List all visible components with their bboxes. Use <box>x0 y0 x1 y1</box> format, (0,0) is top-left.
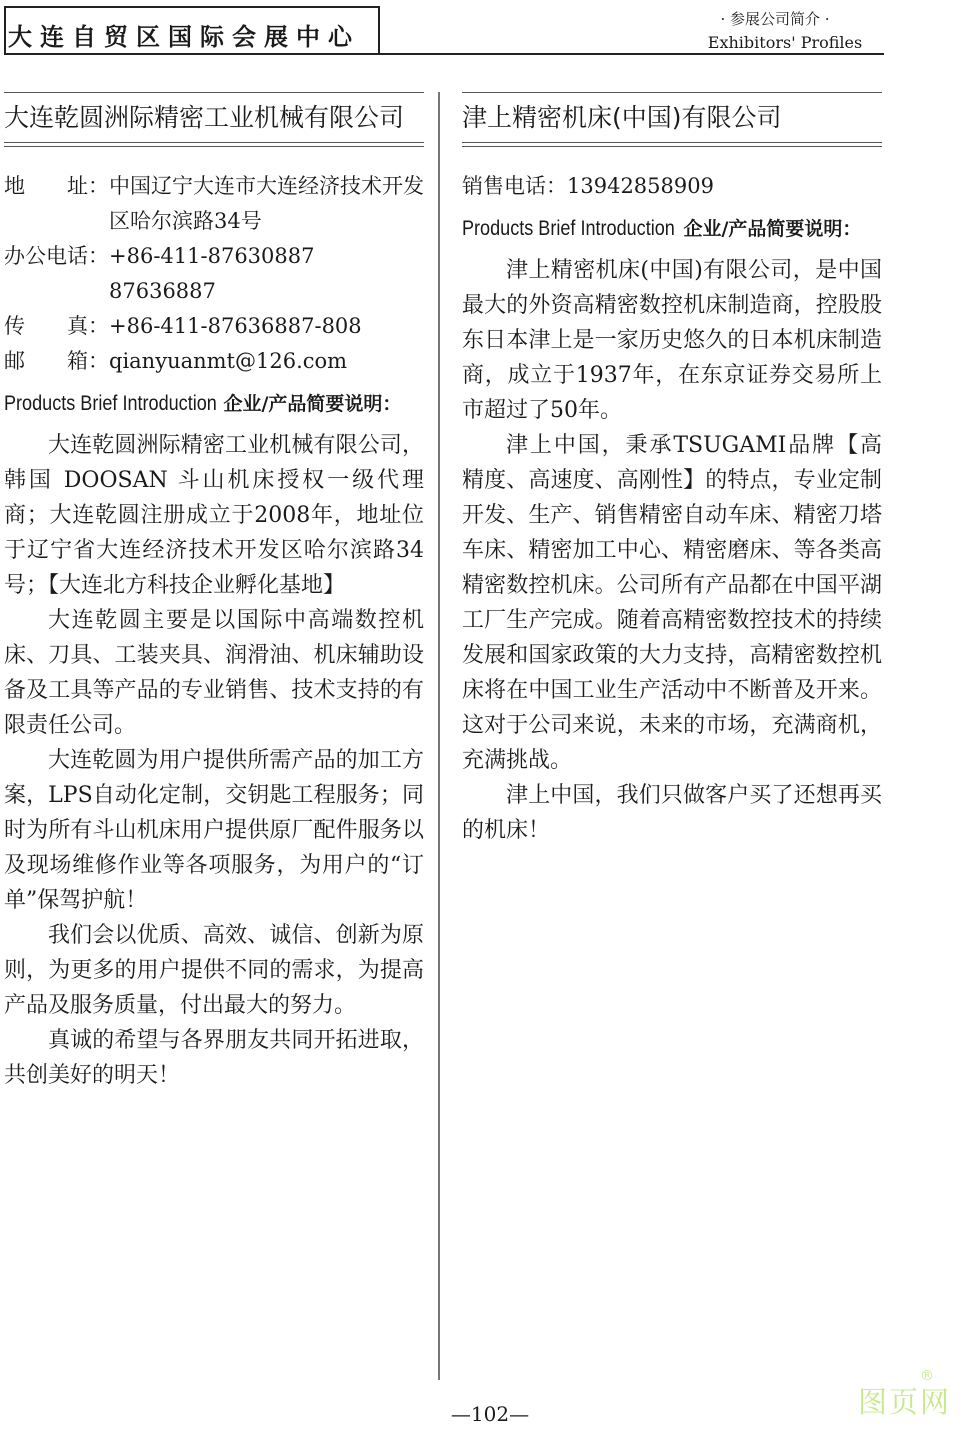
registered-mark: ® <box>920 1368 934 1384</box>
address-row <box>4 169 424 239</box>
address-label: 地 址： <box>4 174 109 198</box>
intro-heading <box>4 387 424 422</box>
intro-heading-cn: 企业/产品简要说明： <box>223 393 402 415</box>
email-label: 邮 箱： <box>4 349 109 373</box>
intro-heading-en: Products Brief Introduction <box>4 392 217 415</box>
address-value: 中国辽宁大连市大连经济技术开发区哈尔滨路34号 <box>109 174 424 233</box>
sales-phone-value: 13942858909 <box>567 174 714 198</box>
watermark-logo: 图页网 <box>858 1385 952 1419</box>
company-title: 大连乾圆洲际精密工业机械有限公司 <box>4 103 405 132</box>
title-rule-bottom <box>462 142 882 143</box>
phone-row <box>4 239 424 309</box>
paragraph: 我们会以优质、高效、诚信、创新为原则，为更多的用户提供不同的需求，为提高产品及服务质量，付出最大的努力。 <box>4 923 424 1018</box>
header-section-en: Exhibitors' Profiles <box>707 33 863 52</box>
sales-phone-row <box>462 169 882 204</box>
paragraph: 大连乾圆主要是以国际中高端数控机床、刀具、工装夹具、润滑油、机床辅助设备及工具等产品的专业销售、技术支持的有限责任公司。 <box>4 608 424 738</box>
fax-label: 传 真： <box>4 314 109 338</box>
title-rule-bottom-2 <box>4 146 424 147</box>
intro-heading-cn: 企业/产品简要说明： <box>683 218 862 240</box>
header-title: 大连自贸区国际会展中心 <box>8 23 360 51</box>
paragraph: 真诚的希望与各界朋友共同开拓进取，共创美好的明天！ <box>4 1028 424 1088</box>
contact-info <box>462 169 882 204</box>
paragraph: 津上中国，我们只做客户买了还想再买的机床！ <box>462 783 882 843</box>
paragraph: 津上中国，秉承TSUGAMI品牌【高精度、高速度、高刚性】的特点，专业定制开发、生产、销售精密自动车床、精密刀塔车床、精密加工中心、精密磨床、等各类高精密数控机床。公司所有产品都在中国平湖工厂生产完成。随着高精密数控技术的持续发展和国家政策的大力支持，高精密数控机床将在中国工业生产活动中不断普及开来。这对于公司来说，未来的市场，充满商机，充满挑战。 <box>462 433 882 773</box>
page-number: —102— <box>450 1402 530 1426</box>
right-column <box>462 92 882 848</box>
intro-heading <box>462 212 882 247</box>
paragraph: 大连乾圆洲际精密工业机械有限公司，韩国 DOOSAN 斗山机床授权一级代理商；大连乾圆注册成立于2008年，地址位于辽宁省大连经济技术开发区哈尔滨路34号；【大连北方科技企业孵化基地】 <box>4 433 424 598</box>
paragraph: 津上精密机床(中国)有限公司，是中国最大的外资高精密数控机床制造商，控股股东日本津上是一家历史悠久的日本机床制造商，成立于1937年，在东京证券交易所上市超过了50年。 <box>462 258 882 423</box>
intro-heading-en: Products Brief Introduction <box>462 217 675 240</box>
email-row <box>4 344 424 379</box>
phone-label: 办公电话： <box>4 244 109 268</box>
contact-info <box>4 169 424 379</box>
title-rule-bottom <box>4 142 424 143</box>
company-title: 津上精密机床(中国)有限公司 <box>462 103 782 132</box>
fax-row <box>4 309 424 344</box>
title-rule-bottom-2 <box>462 146 882 147</box>
column-divider <box>438 92 440 1380</box>
paragraph: 大连乾圆为用户提供所需产品的加工方案，LPS自动化定制，交钥匙工程服务；同时为所有斗山机床用户提供原厂配件服务以及现场维修作业等各项服务，为用户的“订单”保驾护航！ <box>4 748 424 913</box>
header-section-cn: · 参展公司简介 · <box>720 10 830 28</box>
fax-value: +86-411-87636887-808 <box>109 314 362 338</box>
left-column <box>4 92 424 1093</box>
phone-value: +86-411-87630887 87636887 <box>109 244 336 303</box>
header-rule <box>4 53 884 55</box>
email-value: qianyuanmt@126.com <box>109 349 348 373</box>
sales-phone-label: 销售电话： <box>462 174 567 198</box>
